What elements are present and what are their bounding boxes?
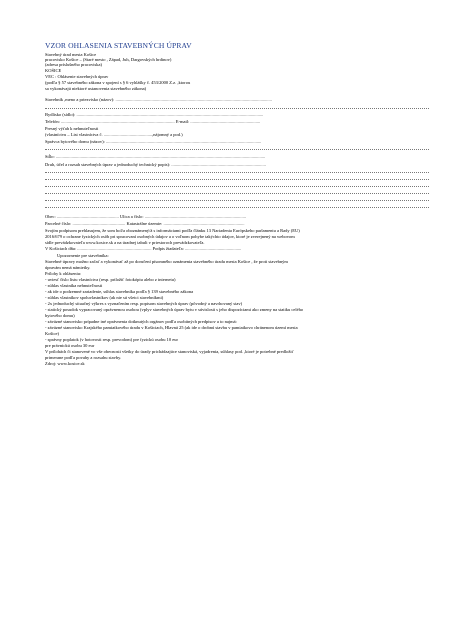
body-line: - záväzné stanovisko Krajského pamiatkového úradu v Košiciach, Hlavná 25 (ak ide o drobnú stavbu v pamiatkovo chránenom území mesta	[45, 325, 298, 330]
field-line: (vlastníctvu – List vlastníctva č. ...........................................,nájomný a pod.)	[45, 132, 183, 137]
header-line: VEC : Ohlásenie stavebných úprav	[45, 74, 109, 79]
applicant-name-field: Stavebník ,meno a priezvisko (názov): ...........................................................................................................................................	[45, 97, 272, 102]
dotted-leader	[45, 200, 429, 201]
body-line: Stavebné úpravy možno začať a vykonávať až po doručení písomného oznámenia stavebného úradu mesta Košice , že proti stavebným	[45, 259, 288, 264]
dotted-leader	[45, 108, 429, 109]
field-line: Stĺlo: ..........................................................................................................................................................................................	[45, 154, 266, 159]
obec-field: Obec: ....................................................... Ulica a číslo: ..........................................................................................	[45, 214, 246, 219]
header-line: (adresa príslušného pracoviska)	[45, 62, 102, 67]
body-line: - súhlas vlastníka nehnuteľnosti	[45, 283, 103, 288]
field-line: Bydlisko (sídlo): ......................................................................................................................................................................	[45, 112, 264, 117]
body-line: V prílohách či stanovené vo vše obecnosti všetky do úrady prichádzajúce stanoviská, vyjadrenia, súhlasy pod. ,ktoré je potrebné predložiť	[45, 349, 294, 354]
header-line: KOŠICE	[45, 68, 62, 73]
body-line: Upozornenie pre stavebníka:	[57, 253, 109, 258]
field-line: Správca bytového domu (názov): ..........................................................................................................................................	[45, 139, 262, 144]
header-line: (podľa § 57 stavebného zákona v spojení s § 6 vyhlášky č. 453/2000 Z.z. ,ktorou	[45, 80, 191, 85]
body-line: Košice)	[45, 331, 59, 336]
body-line: - záväzné stanovisko prípadne iné oprávnenia dotknutých orgánov podľa osobitných predpisov a to najmä:	[45, 319, 237, 324]
body-line: - statický posudok vypracovaný oprávnenou osobou (vplyv stavebných úprav bytu v súvislosti s jeho dispozíciami ako zmeny na statiku celého	[45, 307, 304, 312]
field-line: Druh, účel a rozsah stavebných úprav a jednoduchý technický popis): ....................................................................................	[45, 162, 266, 167]
source-line: Zdroj: www.kosice.sk	[45, 361, 85, 366]
body-line: - správny poplatok (v hotovosti resp. prevodom) pre fyzickú osobu 10 eur	[45, 337, 178, 342]
header-line: pracovisko Košice – (Staré mesto , Západ, Juh, Dargovských hrdinov)	[45, 57, 172, 62]
header-line: sa vykonávajú niektoré ustanovenia stavebného zákona)	[45, 86, 147, 91]
body-line: úpravám nemá námietky.	[45, 265, 91, 270]
field-line: Presný výťah k nehnuteľnosti	[45, 126, 99, 131]
body-line: - súhlas vlastníkov spoluvlastníkov (ak nie sú všetci stavebníkmi)	[45, 295, 164, 300]
header-line: Stavebný úrad mesta Košice	[45, 52, 97, 57]
body-line: - uviesť číslo listu vlastníctva (resp. priložiť fotokópiu alebo z internetu)	[45, 277, 176, 282]
dotted-leader	[45, 186, 429, 187]
body-line: Prílohy k ohláseniu:	[45, 271, 82, 276]
body-line: 2016/679 o ochrane fyzických osôb pri spracovaní osobných údajov a o voľnom pohybe takýchto údajov, ktoré je zverejnený na webovom	[45, 234, 295, 239]
body-line: - 2x jednoduchý situačný výkres s vyznačením resp. popisom stavebných úprav (pôvodný a navrhovaný stav)	[45, 301, 243, 306]
body-line: pre právnickú osobu 30 eur	[45, 343, 95, 348]
dotted-leader	[45, 207, 429, 208]
body-line: V Košiciach dňa: .................................................................. Podpis žiadateľa: ..................................................	[45, 246, 242, 251]
body-line: primerane podľa povahy a rozsahu stavby.	[45, 355, 122, 360]
body-line: sídle prevádzkovateľa www.kosice.sk a na úradnej tabuli v priestoroch prevádzkovateľa.	[45, 240, 205, 245]
body-line: - ak ide o podzemné zariadenie, súhlas stavebníka podľa § 139 stavebného zákona	[45, 289, 194, 294]
parcela-field: Parcelné číslo: ............................................... Katastrálne územie: ........................................................................	[45, 221, 245, 226]
dotted-leader	[45, 193, 429, 194]
body-line: Svojím podpisom prehlasujem, že som bol/a oboznámený/á s informáciami podľa článku 13 Nariadenia Európskeho parlamentu a Rady (EU)	[45, 228, 300, 233]
field-line: Telefón: ..................................................................................................... E-mail: ..............................................................	[45, 119, 261, 124]
body-line: bytového domu)	[45, 313, 75, 318]
dotted-leader	[45, 149, 429, 150]
dotted-leader	[45, 172, 429, 173]
dotted-leader	[45, 179, 429, 180]
document-title: VZOR OHLASENIA STAVEBNÝCH ÚPRAV	[45, 41, 192, 50]
